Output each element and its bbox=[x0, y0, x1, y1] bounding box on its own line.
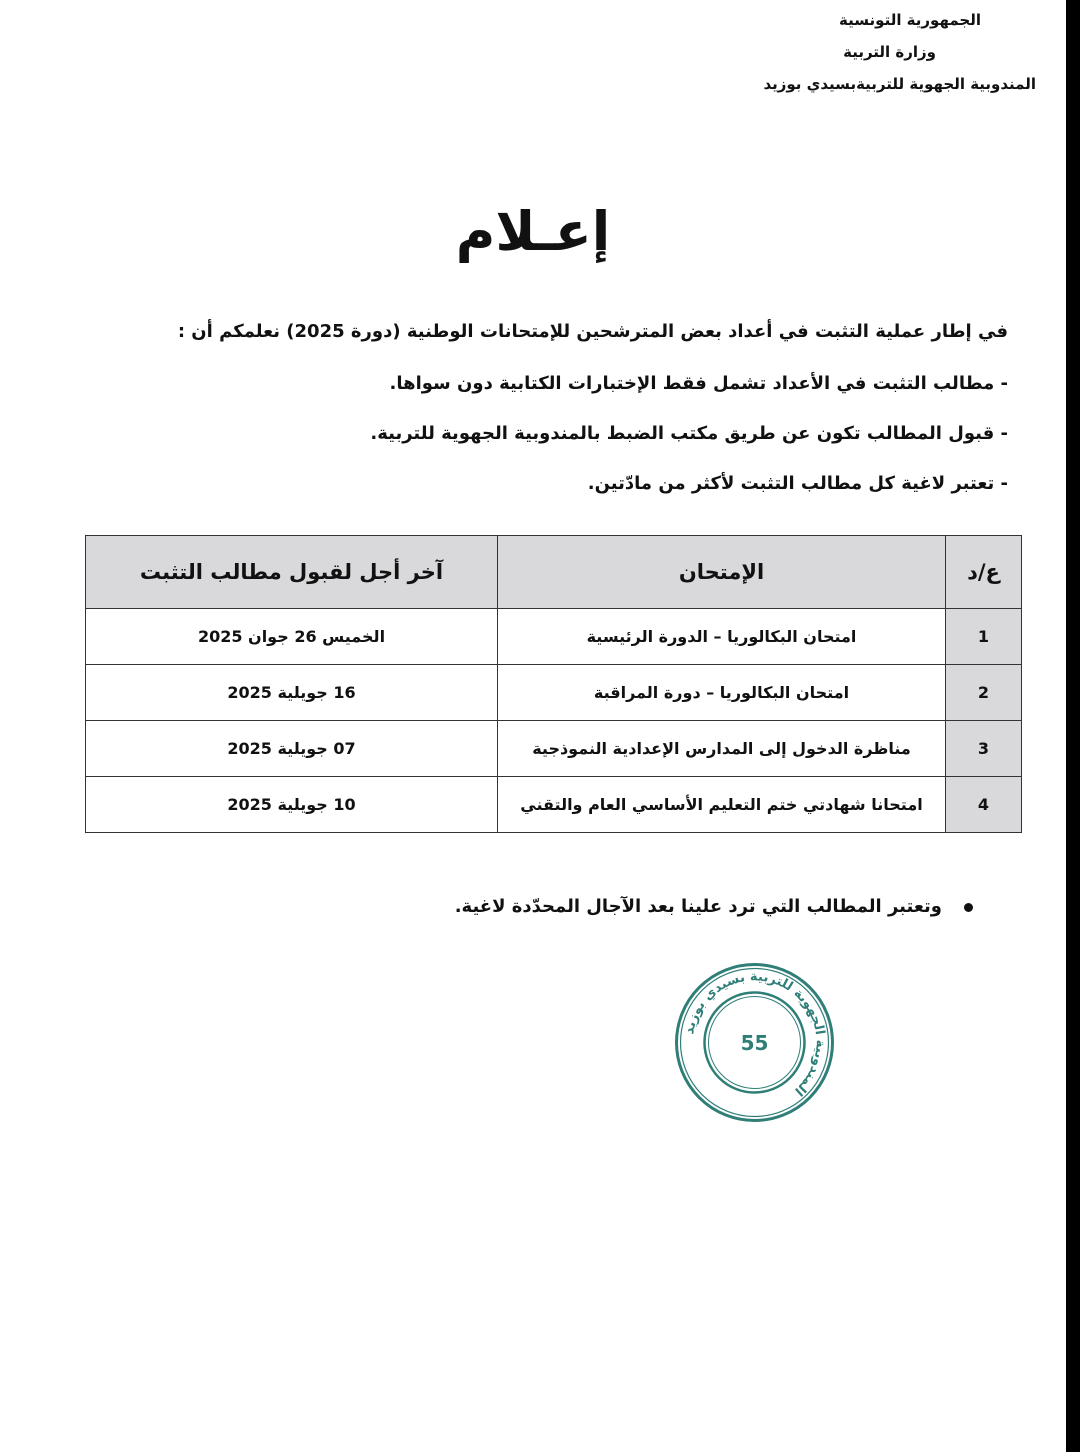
row-deadline: الخميس 26 جوان 2025 bbox=[86, 609, 498, 665]
ministry-header bbox=[716, 4, 1036, 100]
row-number: 4 bbox=[946, 777, 1022, 833]
row-exam: امتحان البكالوريا – دورة المراقبة bbox=[498, 665, 946, 721]
bullet-icon bbox=[964, 903, 973, 912]
intro-lead: في إطار عملية التثبت في أعداد بعض المترشحين للإمتحانات الوطنية (دورة 2025) نعلمكم أن : bbox=[177, 321, 1008, 342]
header-exam: الإمتحان bbox=[498, 536, 946, 609]
header-deadline: آخر أجل لقبول مطالب التثبت bbox=[86, 536, 498, 609]
intro-point-2: - قبول المطالب تكون عن طريق مكتب الضبط بالمندوبية الجهوية للتربية. bbox=[370, 423, 1008, 444]
header-number: ع/د bbox=[946, 536, 1022, 609]
official-stamp-icon bbox=[672, 960, 837, 1125]
row-deadline: 07 جويلية 2025 bbox=[86, 721, 498, 777]
row-number: 2 bbox=[946, 665, 1022, 721]
row-number: 3 bbox=[946, 721, 1022, 777]
row-exam: مناظرة الدخول إلى المدارس الإعدادية النموذجية bbox=[498, 721, 946, 777]
intro-point-3: - تعتبر لاغية كل مطالب التثبت لأكثر من مادّتين. bbox=[587, 473, 1008, 494]
table-row bbox=[86, 665, 1022, 721]
table-row bbox=[86, 721, 1022, 777]
svg-text:55: 55 bbox=[740, 1031, 769, 1055]
row-deadline: 10 جويلية 2025 bbox=[86, 777, 498, 833]
svg-text:المندوبية الجهوية للتربية بسيد: المندوبية الجهوية للتربية بسيدي بوزيد bbox=[682, 969, 828, 1099]
header-line-republic: الجمهورية التونسية bbox=[839, 11, 981, 29]
intro-point-1: - مطالب التثبت في الأعداد تشمل فقط الإختبارات الكتابية دون سواها. bbox=[389, 373, 1008, 394]
header-line-ministry: وزارة التربية bbox=[843, 43, 936, 61]
row-deadline: 16 جويلية 2025 bbox=[86, 665, 498, 721]
intro-section bbox=[148, 312, 1008, 514]
table-row bbox=[86, 777, 1022, 833]
document-title: إعـلام bbox=[455, 200, 611, 263]
table-row bbox=[86, 609, 1022, 665]
table-header-row bbox=[86, 536, 1022, 609]
row-exam: امتحان البكالوريا – الدورة الرئيسية bbox=[498, 609, 946, 665]
row-number: 1 bbox=[946, 609, 1022, 665]
row-exam: امتحانا شهادتي ختم التعليم الأساسي العام والتقني bbox=[498, 777, 946, 833]
footer-note bbox=[273, 890, 973, 924]
footer-note-text: وتعتبر المطالب التي ترد علينا بعد الآجال المحدّدة لاغية. bbox=[454, 896, 942, 917]
deadlines-table bbox=[85, 535, 1022, 833]
header-line-directorate: المندوبية الجهوية للتربيةبسيدي بوزيد bbox=[763, 75, 1036, 93]
